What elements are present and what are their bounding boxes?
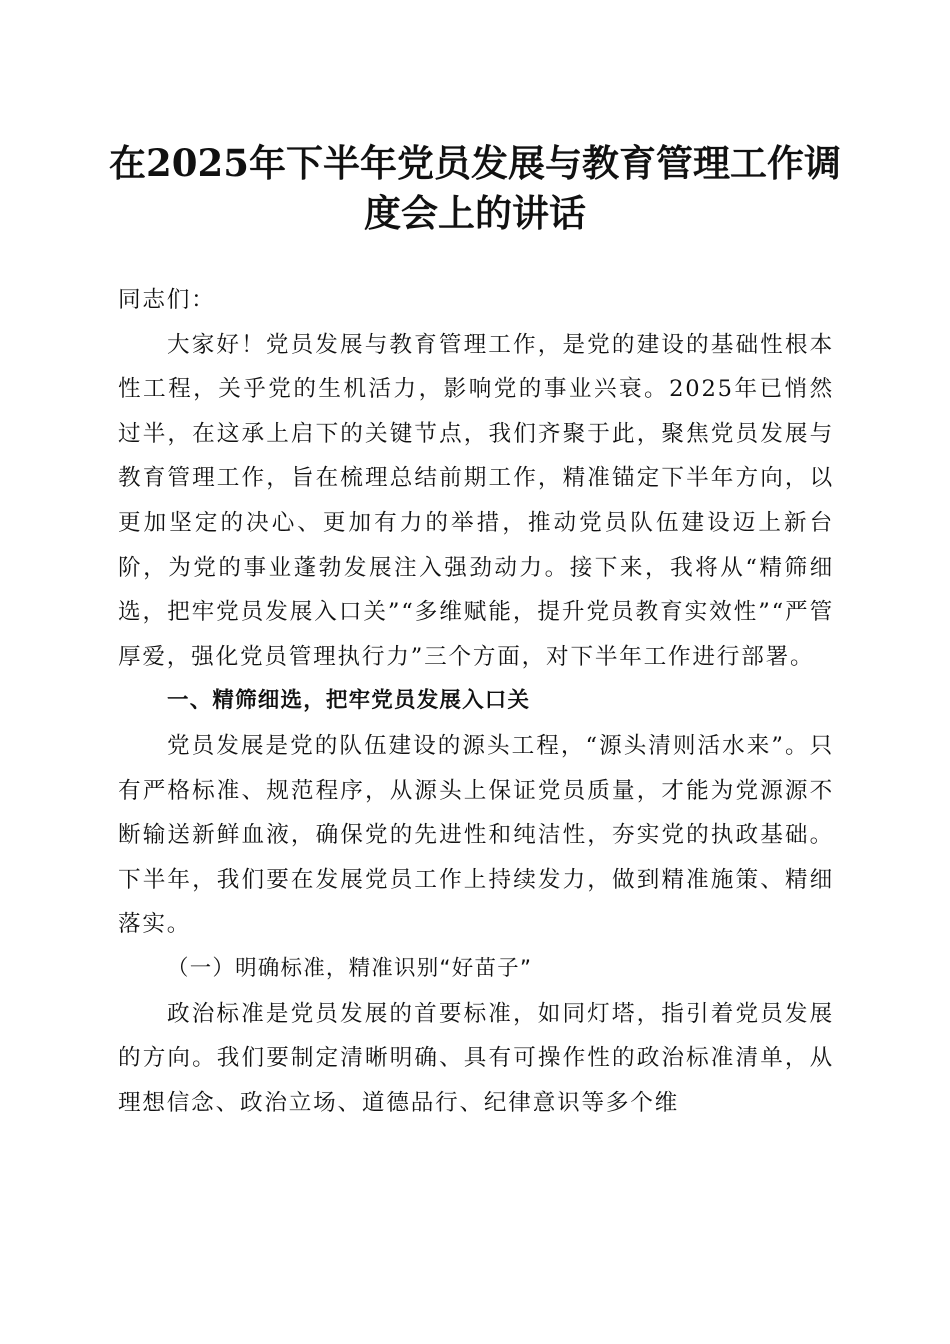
section-1-heading: 一、精筛细选，把牢党员发展入口关 [167,688,531,714]
title-line-1: 在2025年下半年党员发展与教育管理工作调 [109,141,841,185]
title-line-2: 度会上的讲话 [364,191,586,235]
document-title [100,138,850,238]
intro-paragraph: 大家好！党员发展与教育管理工作，是党的建设的基础性根本性工程，关乎党的生机活力，影响党的事业兴衰。2025年已悄然过半，在这承上启下的关键节点，我们齐聚于此，聚焦党员发展与教育管理工作，旨在梳理总结前期工作，精准锚定下半年方向，以更加坚定的决心、更加有力的举措，推动党员队伍建设迈上新台阶，为党的事业蓬勃发展注入强劲动力。接下来，我将从“精筛细选，把牢党员发展入口关”“多维赋能，提升党员教育实效性”“严管厚爱，强化党员管理执行力”三个方面，对下半年工作进行部署。 [118,331,834,670]
greeting: 同志们： [118,287,216,313]
document-body [118,278,834,1125]
subsection-1-heading: （一）明确标准，精准识别“好苗子” [167,955,533,981]
section-1-paragraph: 党员发展是党的队伍建设的源头工程，“源头清则活水来”。只有严格标准、规范程序，从源头上保证党员质量，才能为党源源不断输送新鲜血液，确保党的先进性和纯洁性，夯实党的执政基础。下半年，我们要在发展党员工作上持续发力，做到精准施策、精细落实。 [118,732,834,938]
subsection-1-paragraph: 政治标准是党员发展的首要标准，如同灯塔，指引着党员发展的方向。我们要制定清晰明确、具有可操作性的政治标准清单，从理想信念、政治立场、道德品行、纪律意识等多个维 [118,1000,834,1116]
